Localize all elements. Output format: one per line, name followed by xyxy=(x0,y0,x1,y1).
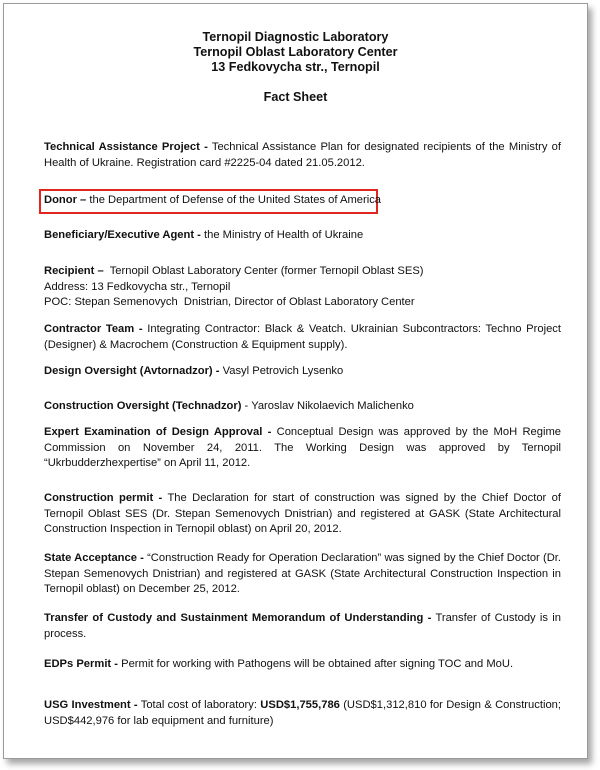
construction-permit-label: Construction permit - xyxy=(44,492,163,504)
transfer-custody-label: Transfer of Custody and Sustainment Memorandum of Understanding - xyxy=(44,612,432,624)
recipient-address: Address: 13 Fedkovycha str., Ternopil xyxy=(44,280,231,293)
contractor-text: Integrating Contractor: Black & Veatch. Ukrainian Subcontractors: Techno Project (Designer) & Macrochem (Construction & Equipment supply). xyxy=(44,323,561,351)
contractor-paragraph xyxy=(44,322,561,353)
construction-oversight-label: Construction Oversight (Technadzor) xyxy=(44,400,242,412)
header-address: 13 Fedkovycha str., Ternopil xyxy=(211,60,380,74)
expert-examination-paragraph xyxy=(44,425,561,472)
state-acceptance-text: “Construction Ready for Operation Declaration” was signed by the Chief Doctor (Dr. Stepan Semenovych Dnistrian) and registered at GASK (State Architectural Construction Inspection in Ternopil oblast) on December 25, 2012. xyxy=(44,552,561,595)
usg-investment-amount: USD$1,755,786 xyxy=(260,699,340,711)
recipient-paragraph xyxy=(44,264,561,311)
design-oversight-text: Vasyl Petrovich Lysenko xyxy=(219,365,344,377)
construction-oversight-text: - Yaroslav Nikolaevich Malichenko xyxy=(241,400,414,412)
expert-examination-text: Conceptual Design was approved by the MoH Regime Commission on November 24, 2011. The Working Design was approved by Ternopil “Ukrbudderzhexpertise” on April 11, 2012. xyxy=(44,426,561,469)
design-oversight-paragraph xyxy=(44,364,561,380)
header-lab-name: Ternopil Diagnostic Laboratory xyxy=(202,30,389,44)
donor-text: the Department of Defense of the United States of America xyxy=(86,194,382,206)
transfer-custody-paragraph xyxy=(44,611,561,642)
construction-oversight-paragraph xyxy=(44,399,561,415)
state-acceptance-paragraph xyxy=(44,551,561,598)
construction-permit-paragraph xyxy=(44,491,561,538)
construction-permit-text: The Declaration for start of construction was signed by the Chief Doctor of Ternopil Oblast SES (Dr. Stepan Semenovych Dnistrian) and registered at GASK (State Architectural Construction Inspection in Ternopil oblast) on April 20, 2012. xyxy=(44,492,561,535)
recipient-label: Recipient – xyxy=(44,265,104,277)
contractor-label: Contractor Team - xyxy=(44,323,143,335)
expert-examination-label: Expert Examination of Design Approval - xyxy=(44,426,272,438)
beneficiary-label: Beneficiary/Executive Agent - xyxy=(44,229,201,241)
edps-permit-paragraph xyxy=(44,657,561,673)
header-center-name: Ternopil Oblast Laboratory Center xyxy=(193,45,398,59)
donor-paragraph xyxy=(44,193,561,209)
technical-assistance-text: Technical Assistance Plan for designated recipients of the Ministry of Health of Ukraine. Registration card #2225-04 dated 21.05.2012. xyxy=(44,141,561,169)
document-title: Fact Sheet xyxy=(263,90,328,104)
usg-investment-label: USG Investment - xyxy=(44,699,138,711)
usg-investment-paragraph xyxy=(44,698,561,729)
donor-label: Donor – xyxy=(44,194,87,206)
usg-investment-breakdown: (USD$1,312,810 for Design & Construction; USD$442,976 for lab equipment and furniture) xyxy=(44,699,561,727)
technical-assistance-paragraph xyxy=(44,140,561,171)
technical-assistance-label: Technical Assistance Project - xyxy=(44,141,208,153)
usg-investment-text: Total cost of laboratory: xyxy=(137,699,261,711)
edps-permit-text: Permit for working with Pathogens will be obtained after signing TOC and MoU. xyxy=(118,658,514,670)
beneficiary-paragraph xyxy=(44,228,561,244)
recipient-text: Ternopil Oblast Laboratory Center (former Ternopil Oblast SES) xyxy=(103,265,424,277)
document-page xyxy=(3,3,588,759)
recipient-poc: POC: Stepan Semenovych Dnistrian, Director of Oblast Laboratory Center xyxy=(44,296,415,308)
document-header xyxy=(4,30,587,75)
design-oversight-label: Design Oversight (Avtornadzor) - xyxy=(44,365,220,377)
edps-permit-label: EDPs Permit - xyxy=(44,658,118,670)
transfer-custody-text: Transfer of Custody is in process. xyxy=(44,612,561,640)
beneficiary-text: the Ministry of Health of Ukraine xyxy=(200,229,364,241)
state-acceptance-label: State Acceptance - xyxy=(44,552,144,564)
